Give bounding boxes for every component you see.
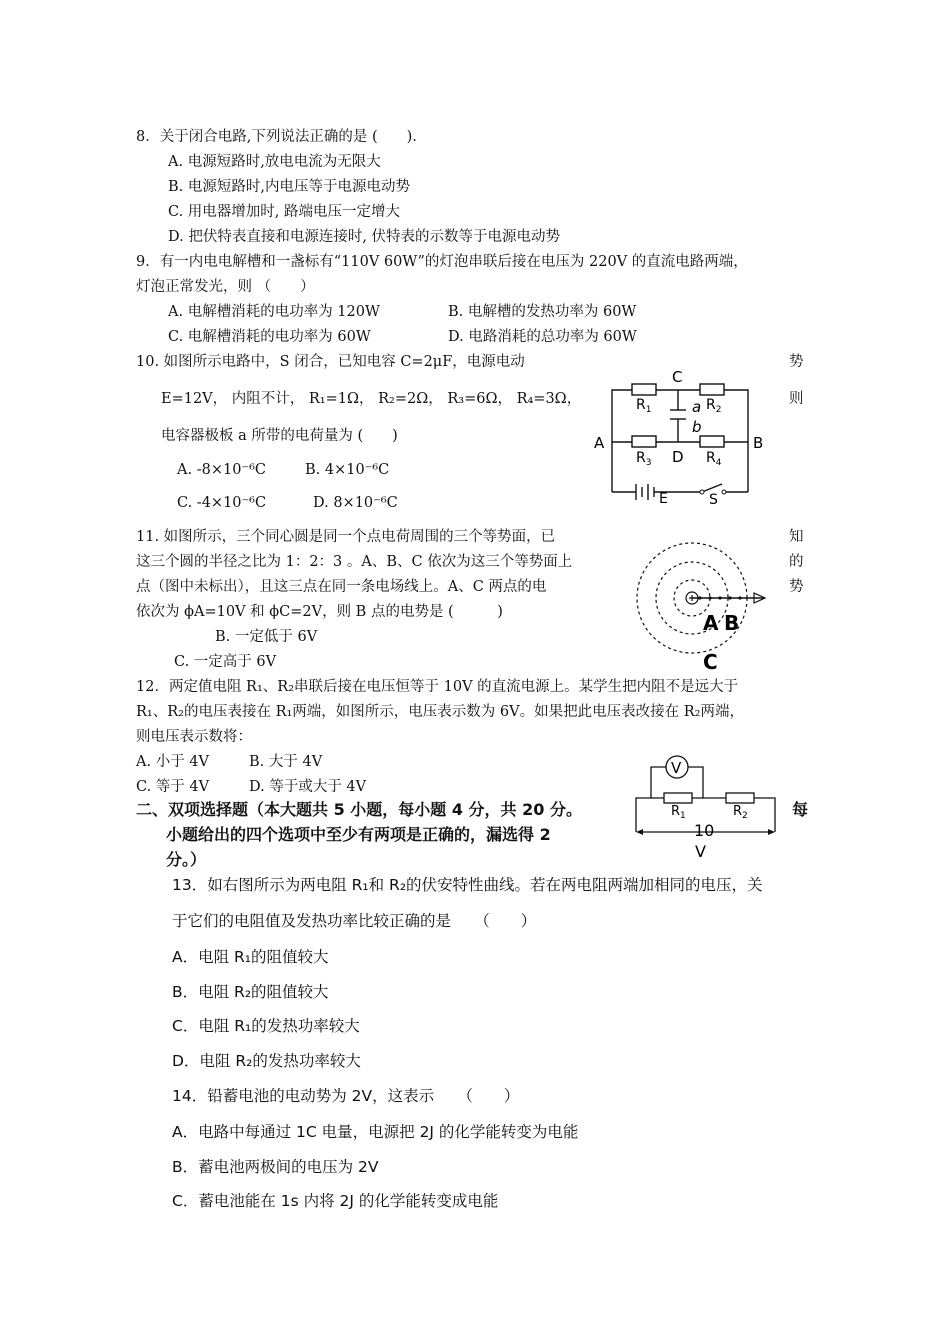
q10-stem-line2-end: 则 <box>789 391 804 407</box>
q12-option-b: B. 大于 4V <box>249 754 323 770</box>
q13-line2: 于它们的电阻值及发热功率比较正确的是 （ ） <box>172 912 537 930</box>
source-voltage-unit: V <box>695 842 706 861</box>
emf-label: E <box>659 491 668 507</box>
r1-subscript: 1 <box>645 405 652 415</box>
q10-stem-line3: 电容器极板 a 所带的电荷量为 ( ) <box>161 428 398 444</box>
q12-option-a: A. 小于 4V <box>136 754 209 770</box>
q10-stem-line1-end: 势 <box>789 354 804 370</box>
node-d-label: D <box>672 448 684 466</box>
r2-label: R <box>733 804 743 819</box>
q9-stem-line2: 灯泡正常发光，则 （ ） <box>136 279 315 295</box>
q8-option-d: D. 把伏特表直接和电源连接时, 伏特表的示数等于电源电动势 <box>168 229 561 245</box>
q12-circuit-diagram <box>630 750 780 860</box>
switch-label: S <box>709 492 718 508</box>
q13-option-a: A．电阻 R₁的阻值较大 <box>172 948 329 966</box>
r4-label: R <box>706 450 716 466</box>
node-a-label: A <box>594 434 605 452</box>
q11-line2: 这三个圆的半径之比为 1：2：3 。A、B、C 依次为这三个等势面上 <box>136 554 573 570</box>
q10-circuit-diagram <box>590 362 770 510</box>
plate-a-label: a <box>692 398 702 416</box>
r2-subscript: 2 <box>715 405 722 415</box>
plate-b-label: b <box>692 418 702 436</box>
source-voltage-value: 10 <box>694 821 715 840</box>
r1-subscript: 1 <box>680 811 686 821</box>
q13-option-d: D．电阻 R₂的发热功率较大 <box>172 1052 361 1070</box>
point-c-label: C <box>703 650 718 674</box>
node-c-label: C <box>672 368 683 386</box>
svg-text:R2 <box>706 397 721 415</box>
q11-line4: 依次为 ϕA=10V 和 ϕC=2V，则 B 点的电势是 ( ) <box>136 604 503 620</box>
q11-line1-end: 知 <box>789 529 804 545</box>
svg-text:R2 <box>733 804 748 821</box>
q12-option-d: D. 等于或大于 4V <box>249 779 367 795</box>
q11-line3: 点（图中未标出），且这三点在同一条电场线上。A、C 两点的电 <box>136 579 547 595</box>
q11-line2-end: 的 <box>789 554 804 570</box>
section2-heading-line2: 小题给出的四个选项中至少有两项是正确的，漏选得 2 <box>166 825 551 844</box>
q11-line1: 11. 如图所示，三个同心圆是同一个点电荷周围的三个等势面，已 <box>136 529 556 545</box>
r1-label: R <box>636 397 646 413</box>
r1-label: R <box>671 804 681 819</box>
r2-label: R <box>706 397 716 413</box>
node-b-label: B <box>753 434 764 452</box>
section2-heading-line3: 分。） <box>166 850 207 869</box>
q10-stem-line1: 10. 如图所示电路中，S 闭合，已知电容 C=2μF，电源电动 <box>136 354 525 370</box>
q13-line1: 13．如右图所示为两电阻 R₁和 R₂的伏安特性曲线。若在两电阻两端加相同的电压，关 <box>172 876 763 894</box>
svg-text:R3 <box>636 450 651 468</box>
r3-subscript: 3 <box>645 458 652 468</box>
point-a-label: A <box>703 611 719 635</box>
q9-option-a: A. 电解槽消耗的电功率为 120W <box>168 304 380 320</box>
svg-text:R1 <box>671 804 686 821</box>
q11-line3-end: 势 <box>789 579 804 595</box>
q12-line2: R₁、R₂的电压表接在 R₁两端，如图所示，电压表示数为 6V。如果把此电压表改接在 R₂两端， <box>136 704 744 720</box>
q8-option-b: B. 电源短路时,内电压等于电源电动势 <box>168 179 410 195</box>
q13-option-b: B．电阻 R₂的阻值较大 <box>172 983 329 1001</box>
q9-stem-line1: 9．有一内电电解槽和一盏标有“110V 60W”的灯泡串联后接在电压为 220V 的直流电路两端， <box>136 254 748 270</box>
q14-option-b: B．蓄电池两极间的电压为 2V <box>172 1158 379 1176</box>
svg-text:R1 <box>636 397 651 415</box>
q10-option-c: C. -4×10⁻⁶C <box>177 495 267 511</box>
q10-option-b: B. 4×10⁻⁶C <box>305 462 390 478</box>
q14-stem: 14．铅蓄电池的电动势为 2V，这表示 （ ） <box>172 1087 520 1105</box>
r3-label: R <box>636 450 646 466</box>
q8-stem: 8．关于闭合电路,下列说法正确的是 ( ). <box>136 129 417 145</box>
q11-option-b: B. 一定低于 6V <box>215 629 318 645</box>
q10-option-d: D. 8×10⁻⁶C <box>313 495 398 511</box>
svg-text:R4 <box>706 450 722 468</box>
r4-subscript: 4 <box>715 458 722 468</box>
q11-option-c: C. 一定高于 6V <box>174 654 277 670</box>
point-b-label: B <box>724 611 740 635</box>
q10-stem-line2: E=12V， 内阻不计， R₁=1Ω， R₂=2Ω， R₃=6Ω， R₄=3Ω， <box>161 391 582 407</box>
q13-option-c: C．电阻 R₁的发热功率较大 <box>172 1017 360 1035</box>
q12-line1: 12．两定值电阻 R₁、R₂串联后接在电压恒等于 10V 的直流电源上。某学生把内阻不是远大于 <box>136 679 739 695</box>
q14-option-c: C．蓄电池能在 1s 内将 2J 的化学能转变成电能 <box>172 1192 499 1210</box>
q8-option-c: C. 用电器增加时, 路端电压一定增大 <box>168 204 401 220</box>
q10-option-a: A. -8×10⁻⁶C <box>177 462 266 478</box>
q12-line3: 则电压表示数将： <box>136 729 252 745</box>
r2-subscript: 2 <box>742 811 748 821</box>
q14-option-a: A．电路中每通过 1C 电量，电源把 2J 的化学能转变为电能 <box>172 1123 579 1141</box>
voltmeter-label: V <box>671 759 682 777</box>
section2-heading-line1-end: 每 <box>792 800 809 819</box>
q12-option-c: C. 等于 4V <box>136 779 210 795</box>
q9-option-c: C. 电解槽消耗的电功率为 60W <box>168 329 371 345</box>
q9-option-d: D. 电路消耗的总功率为 60W <box>448 329 637 345</box>
section2-heading-line1: 二、双项选择题（本大题共 5 小题，每小题 4 分，共 20 分。 <box>136 800 582 819</box>
q8-option-a: A. 电源短路时,放电电流为无限大 <box>168 154 381 170</box>
q9-option-b: B. 电解槽的发热功率为 60W <box>448 304 637 320</box>
q11-equipotential-diagram <box>630 538 770 673</box>
